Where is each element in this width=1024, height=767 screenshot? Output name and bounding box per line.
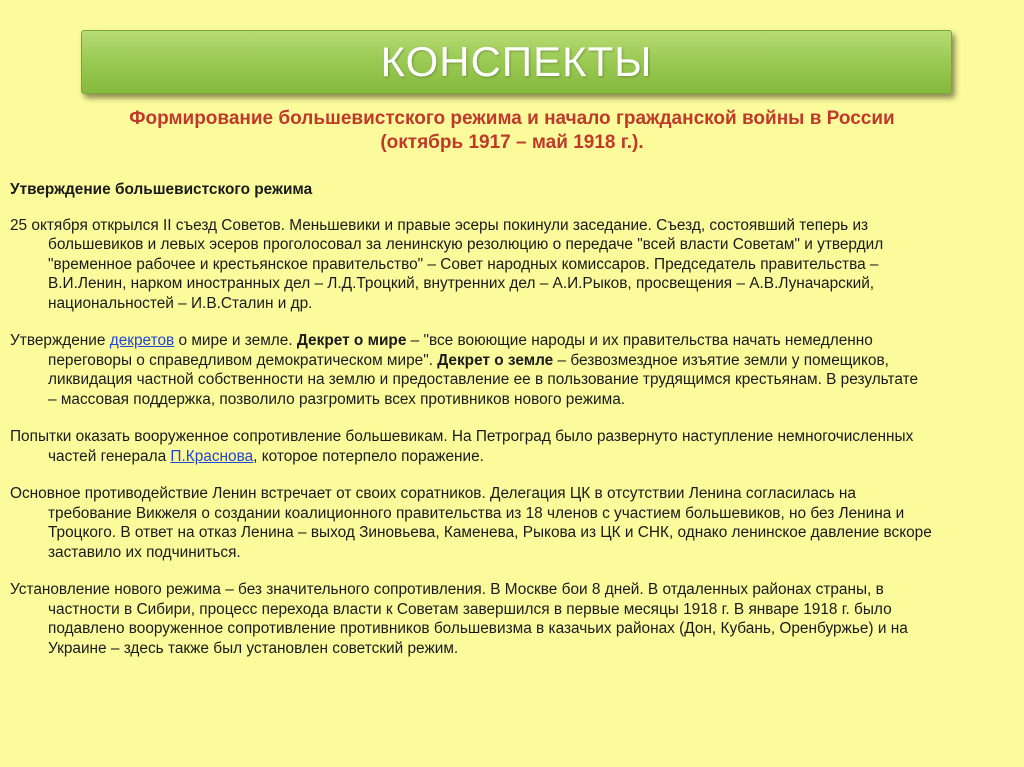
paragraph-new-regime — [10, 580, 1016, 658]
paragraph-line: 25 октября открылся II съезд Советов. Меньшевики и правые эсеры покинули заседание. Съезд, состоявший теперь из — [10, 216, 869, 234]
decree-peace-bold: Декрет о мире — [296, 332, 407, 349]
krasnov-link[interactable]: П.Краснова — [170, 447, 254, 465]
paragraph-line: "временное рабочее и крестьянское правительство" – Совет народных комиссаров. Председатель правительства – — [48, 255, 879, 273]
text-run: – безвозмездное изъятие земли у помещиков, — [553, 351, 889, 369]
paragraph-line: национальностей – И.В.Сталин и др. — [48, 294, 313, 312]
paragraph-line: заставило их подчиниться. — [48, 543, 241, 561]
paragraph-line: В.И.Ленин, нарком иностранных дел – Л.Д.Троцкий, внутренних дел – А.И.Рыков, просвещения – А.В.Луначарский, — [48, 275, 875, 292]
paragraph-line: частности в Сибири, процесс перехода власти к Советам завершился в первые месяцы 1918 г. В январе 1918 г. было — [48, 600, 892, 618]
text-run: – "все воюющие народы и их правительства начать немедленно — [406, 332, 873, 349]
slide-subtitle — [30, 107, 994, 155]
paragraph-line: Попытки оказать вооруженное сопротивление большевикам. На Петроград было развернуто наступление немногочисленных — [10, 428, 914, 445]
paragraph-line: Основное противодействие Ленин встречает от своих соратников. Делегация ЦК в отсутствии Ленина согласилась на — [10, 485, 856, 502]
text-run: Утверждение — [10, 332, 110, 349]
paragraph-line: ликвидация частной собственности на землю и предоставление ее в пользование трудящимся крестьянам. В результате — [48, 371, 919, 388]
paragraph-line — [10, 447, 1016, 467]
paragraph-opposition — [10, 484, 1016, 562]
paragraph-line: Украине – здесь также был установлен советский режим. — [48, 639, 459, 657]
paragraph-congress — [10, 216, 1016, 314]
text-run: переговоры о справедливом демократическом мире". — [48, 351, 438, 369]
subtitle-line-1: Формирование большевистского режима и начало гражданской войны в России — [129, 108, 895, 129]
slide-content — [10, 180, 1016, 676]
title-bar — [81, 30, 952, 94]
paragraph-resistance — [10, 427, 1016, 466]
subtitle-line-2: (октябрь 1917 – май 1918 г.). — [380, 132, 644, 153]
paragraph-decrees — [10, 331, 1016, 409]
text-run: частей генерала — [48, 447, 171, 465]
paragraph-line: – массовая поддержка, позволило разгромить всех противников нового режима. — [48, 390, 626, 408]
text-run: , которое потерпело поражение. — [253, 447, 484, 465]
paragraph-line: Троцкого. В ответ на отказ Ленина – выход Зиновьева, Каменева, Рыкова из ЦК и СНК, однако ленинское давление вскоре — [48, 524, 932, 541]
section-heading: Утверждение большевистского режима — [10, 181, 313, 198]
slide-title: КОНСПЕКТЫ — [380, 38, 653, 85]
text-run: о мире и земле. — [174, 332, 297, 349]
paragraph-line: Установление нового режима – без значительного сопротивления. В Москве бои 8 дней. В отдаленных районах страны, в — [10, 581, 884, 598]
paragraph-line: подавлено вооруженное сопротивление противников большевизма в казачьих районах (Дон, Кубань, Оренбуржье) и на — [48, 620, 908, 637]
decrees-link[interactable]: декретов — [109, 332, 175, 349]
decree-land-bold: Декрет о земле — [437, 351, 554, 369]
paragraph-line: большевиков и левых эсеров проголосовал за ленинскую резолюцию о передаче "всей власти Советам" и утвердил — [48, 236, 884, 253]
paragraph-line: требование Викжеля о создании коалиционного правительства из 18 членов с участием большевиков, но без Ленина и — [48, 504, 905, 522]
paragraph-line — [10, 351, 1016, 371]
paragraph-line — [10, 331, 1016, 351]
